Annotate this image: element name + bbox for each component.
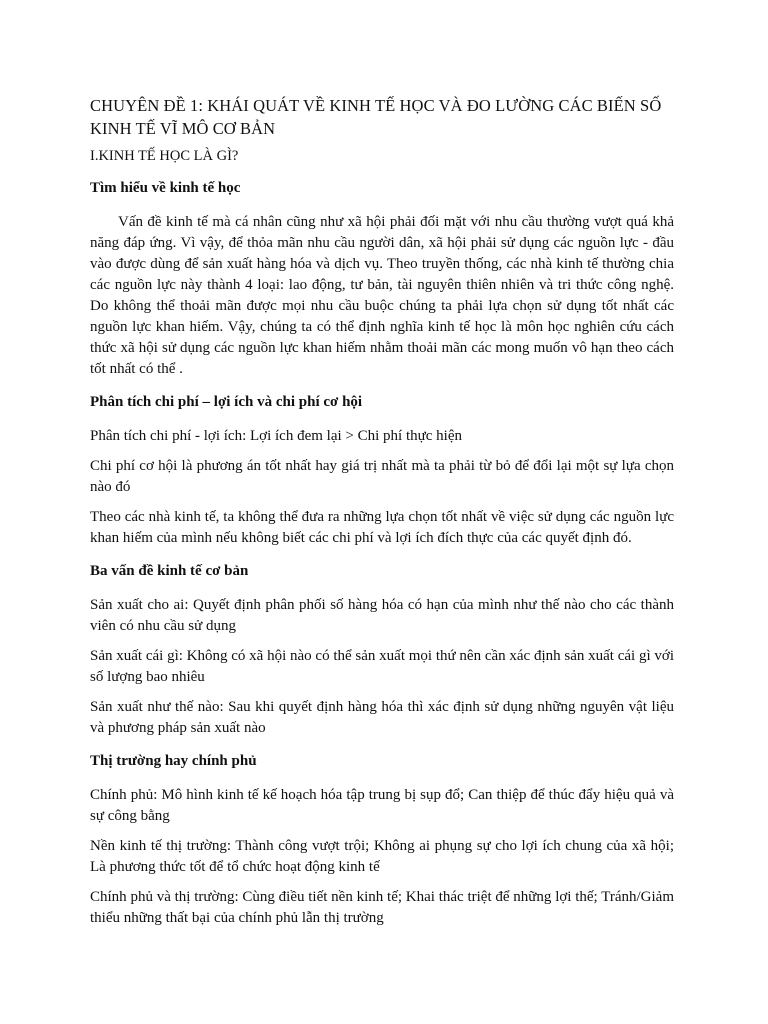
paragraph-economists: Theo các nhà kinh tế, ta không thể đưa ra những lựa chọn tốt nhất về việc sử dụng các nguồn lực khan hiếm của mình nếu không biết các chi phí và lợi ích đích thực của các quyết định đó. [90, 509, 674, 546]
paragraph-government: Chính phủ: Mô hình kinh tế kế hoạch hóa tập trung bị sụp đổ; Can thiệp để thúc đẩy hiệu quả và sự công bằng [90, 787, 674, 824]
paragraph-how: Sản xuất như thế nào: Sau khi quyết định hàng hóa thì xác định sử dụng những nguyên vật liệu và phương pháp sản xuất nào [90, 699, 674, 736]
subheading-economics: Tìm hiểu về kinh tế học [90, 180, 241, 196]
subheading-three-problems: Ba vấn đề kinh tế cơ bản [90, 563, 249, 579]
subheading-market-government: Thị trường hay chính phủ [90, 753, 257, 769]
document-title: CHUYÊN ĐỀ 1: KHÁI QUÁT VỀ KINH TẾ HỌC VÀ ĐO LƯỜNG CÁC BIẾN SỐ KINH TẾ VĨ MÔ CƠ BẢN [90, 96, 662, 138]
paragraph-economics: Vấn đề kinh tế mà cá nhân cũng như xã hội phải đối mặt với nhu cầu thường vượt quá khả năng đáp ứng. Vì vậy, để thỏa mãn nhu cầu người dân, xã hội phải sử dụng các nguồn lực - đầu vào được dùng để sản xuất hàng hóa và dịch vụ. Theo truyền thống, các nhà kinh tế thường chia các nguồn lực này thành 4 loại: lao động, tư bản, tài nguyên thiên nhiên và tri thức công nghệ. Do không thể thoải mãn được mọi nhu cầu buộc chúng ta phải lựa chọn sử dụng tốt nhất các nguồn lực khan hiếm. Vậy, chúng ta có thể định nghĩa kinh tế học là môn học nghiên cứu cách thức xã hội sử dụng các nguồn lực khan hiếm nhằm thoải mãn các mong muốn vô hạn theo cách tốt nhất có thể . [90, 214, 674, 377]
paragraph-government-and-market: Chính phủ và thị trường: Cùng điều tiết nền kinh tế; Khai thác triệt để những lợi thế; Tránh/Giảm thiểu những thất bại của chính phủ lẫn thị trường [90, 889, 674, 926]
paragraph-cost-benefit: Phân tích chi phí - lợi ích: Lợi ích đem lại > Chi phí thực hiện [90, 428, 462, 444]
paragraph-what: Sản xuất cái gì: Không có xã hội nào có thể sản xuất mọi thứ nên cần xác định sản xuất cái gì với số lượng bao nhiêu [90, 648, 674, 685]
paragraph-opportunity-cost: Chi phí cơ hội là phương án tốt nhất hay giá trị nhất mà ta phải từ bỏ để đổi lại một sự lựa chọn nào đó [90, 458, 674, 495]
subheading-cost-benefit: Phân tích chi phí – lợi ích và chi phí cơ hội [90, 394, 363, 410]
section-heading: I.KINH TẾ HỌC LÀ GÌ? [90, 148, 239, 164]
paragraph-for-whom: Sản xuất cho ai: Quyết định phân phối số hàng hóa có hạn của mình như thế nào cho các thành viên có nhu cầu sử dụng [90, 597, 674, 634]
paragraph-market-economy: Nền kinh tế thị trường: Thành công vượt trội; Không ai phụng sự cho lợi ích chung của xã hội; Là phương thức tốt để tổ chức hoạt động kinh tế [90, 838, 674, 875]
